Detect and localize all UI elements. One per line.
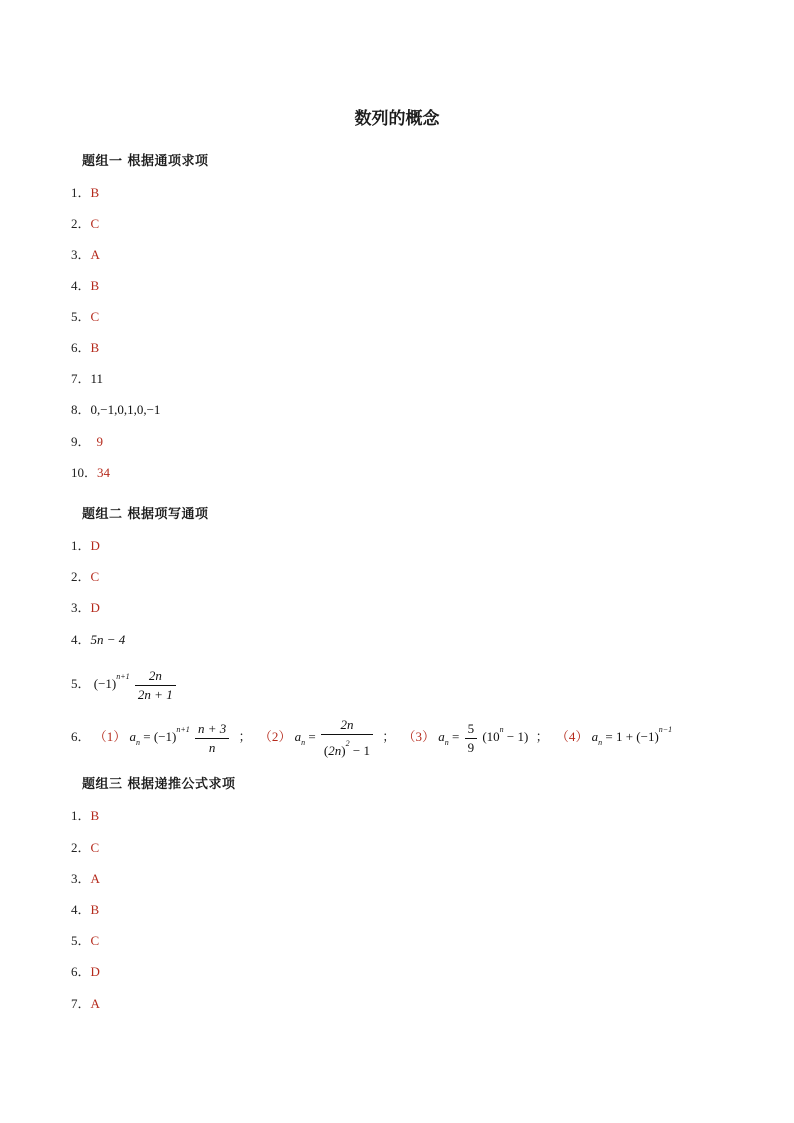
answer-item: 1．B xyxy=(71,185,100,200)
answer-item: 10．34 xyxy=(71,465,111,480)
answer-item: 1．B xyxy=(71,808,100,823)
answer-item: 9． 9 xyxy=(71,434,104,449)
answer-item: 3．D xyxy=(71,600,100,615)
answer-item: 2．C xyxy=(71,840,100,855)
section-heading-3: 题组三 根据递推公式求项 xyxy=(82,777,236,792)
formula-part-2: $a_n$ = $\frac{2n}{(2n)^2 - 1}$ xyxy=(295,729,379,744)
answer-item: 6．D xyxy=(71,964,100,979)
answer-item: 5． $(-1)^{n+1}$ $\frac{2n}{2n + 1}$ xyxy=(71,655,178,699)
answer-item: 7．A xyxy=(71,996,100,1011)
section-heading-2: 题组二 根据项写通项 xyxy=(82,507,209,522)
answer-item: 5．C xyxy=(71,933,100,948)
answer-item: 2．C xyxy=(71,569,100,584)
answer-item: 2．C xyxy=(71,216,100,231)
answer-item: 6．B xyxy=(71,340,100,355)
formula-part-4: $a_n = 1 + (-1)^{n-1}$ xyxy=(591,725,673,747)
answer-item: 4．B xyxy=(71,278,100,293)
page-title: 数列的概念 xyxy=(354,109,440,129)
formula-display: $(-1)^{n+1}$ $\frac{2n}{2n + 1}$ xyxy=(94,676,178,691)
answer-item: 4．B xyxy=(71,902,100,917)
formula-part-1: $a_n = (-1)^{n+1}$ $\frac{n + 3}{n}$ xyxy=(130,729,235,744)
answer-item: 1．D xyxy=(71,538,100,553)
answer-item: 8．0,−1,0,1,0,−1 xyxy=(71,402,161,417)
formula-part-3: $a_n$ = $\frac{5}{9}$ $(10^n - 1)$ xyxy=(438,720,529,755)
answer-item: 5．C xyxy=(71,309,100,324)
answer-item: 3．A xyxy=(71,871,100,886)
answer-item: 3．A xyxy=(71,247,100,262)
answer-item: 7．11 xyxy=(71,371,104,386)
answer-item: 4．5n − 4 xyxy=(71,632,126,647)
section-heading-1: 题组一 根据通项求项 xyxy=(82,154,209,169)
answer-item: 6． （1） $a_n = (-1)^{n+1}$ $\frac{n + 3}{n}$ ； （2） $a_n$ = $\frac{2n}{(2n)^2 - 1}$ ； （3） $a_n$ = $\frac{5}{9}$ $(10^n - 1)$ ； （4） $a_n = 1 + (-1)^{n-1}$ xyxy=(71,717,673,759)
